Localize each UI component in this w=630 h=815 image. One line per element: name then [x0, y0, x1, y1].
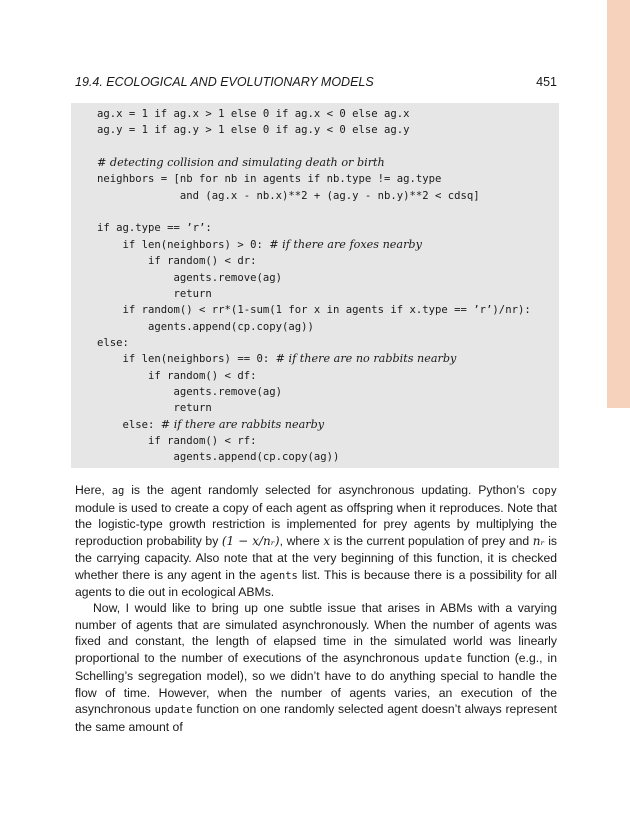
code-line — [97, 286, 212, 302]
inline-code-ag: ag — [111, 485, 125, 497]
code-line — [97, 237, 422, 253]
code-text: ag.y = 1 if ag.y > 1 else 0 if ag.y < 0 else ag.y — [97, 124, 410, 137]
text: is the current population of prey and — [330, 534, 533, 549]
code-comment: # if there are no rabbits nearby — [275, 352, 457, 366]
inline-code-copy: copy — [531, 485, 557, 497]
math-x: x — [323, 534, 331, 549]
inline-code-update: update — [424, 653, 463, 666]
code-line — [97, 368, 256, 384]
text: function on one randomly selected agent doesn’t always represent the same amount of — [75, 702, 557, 734]
code-line — [97, 155, 385, 171]
header-title: 19.4. ECOLOGICAL AND EVOLUTIONARY MODELS — [75, 75, 374, 89]
code-comment: # if there are rabbits nearby — [160, 417, 325, 431]
paragraph-1 — [75, 482, 557, 601]
code-line — [97, 270, 282, 286]
code-comment: # if there are foxes nearby — [269, 237, 422, 251]
code-text: if len(neighbors) == 0: — [97, 353, 276, 366]
math-nr: nᵣ — [532, 534, 545, 549]
text: , where — [279, 534, 324, 549]
code-comment: # detecting collision and simulating death or birth — [97, 156, 385, 170]
text: Now, I would like to bring up one subtle issue that arises in ABMs with a varying number of agents that are simulated asynchronously. When the number of agents was fixed and constant, the length of elapsed time in the simulated world was linearly proportional to the number of executions of the asynchronous — [75, 601, 557, 666]
code-line — [97, 106, 410, 122]
inline-code-agents: agents — [259, 569, 298, 582]
code-line — [97, 319, 314, 335]
code-text: if random() < dr: — [97, 255, 257, 268]
paragraph-2 — [75, 600, 557, 736]
code-text: else: — [97, 418, 161, 431]
code-line — [97, 433, 256, 449]
code-line — [97, 253, 256, 269]
text: Here, — [75, 483, 112, 497]
text: list. This is because there is a possibility for all agents to die out in ecological ABMs. — [75, 567, 558, 600]
running-header — [75, 75, 557, 93]
code-text: else: — [97, 336, 129, 349]
code-text: agents.append(cp.copy(ag)) — [97, 320, 314, 333]
code-line — [97, 384, 282, 400]
code-text: if len(neighbors) > 0: — [97, 238, 270, 251]
code-text: if random() < df: — [97, 369, 257, 382]
code-text: ag.x = 1 if ag.x > 1 else 0 if ag.x < 0 else ag.x — [97, 108, 410, 120]
page-number: 451 — [536, 75, 557, 89]
code-text: if ag.type == ’r’: — [97, 222, 212, 235]
thumb-index-tab — [607, 0, 630, 408]
code-text: if random() < rf: — [97, 435, 257, 447]
math-growth-factor: (1 − x/nᵣ) — [221, 534, 280, 549]
code-line — [97, 351, 456, 367]
code-line — [97, 188, 480, 204]
code-line — [97, 417, 324, 433]
code-text: agents.remove(ag) — [97, 271, 282, 284]
code-text: agents.remove(ag) — [97, 385, 282, 398]
code-text: return — [97, 402, 212, 415]
text: function (e.g., in Schelling’s segregation model), so we didn’t have to do anything special to handle the flow of time. However, when the number of agents varies, an execution of the asynchronous — [75, 651, 557, 717]
code-line — [97, 400, 212, 416]
code-line — [97, 449, 339, 465]
code-line — [97, 302, 531, 318]
code-line — [97, 335, 129, 351]
code-text: agents.append(cp.copy(ag)) — [97, 451, 340, 464]
text: is the carrying capacity. Also note that at the very beginning of this function, it is checked whether there is any agent in the — [75, 534, 558, 582]
code-text: if random() < rr*(1-sum(1 for x in agents if x.type == ’r’)/nr): — [97, 304, 531, 317]
code-line — [97, 171, 441, 187]
code-text: neighbors = [nb for nb in agents if nb.type != ag.type — [97, 173, 442, 186]
inline-code-update: update — [154, 704, 193, 717]
text: module is used to create a copy of each agent as offspring when it reproduces. Note that the logistic-type growth restriction is implemented for prey agents by multiplying the reproduction probability by — [75, 500, 557, 549]
code-text: and (ag.x - nb.x)**2 + (ag.y - nb.y)**2 < cdsq] — [97, 189, 480, 202]
text: is the agent randomly selected for asynchronous updating. Python’s — [124, 483, 532, 497]
code-line — [97, 220, 212, 236]
code-text: return — [97, 287, 212, 300]
code-line — [97, 122, 410, 138]
